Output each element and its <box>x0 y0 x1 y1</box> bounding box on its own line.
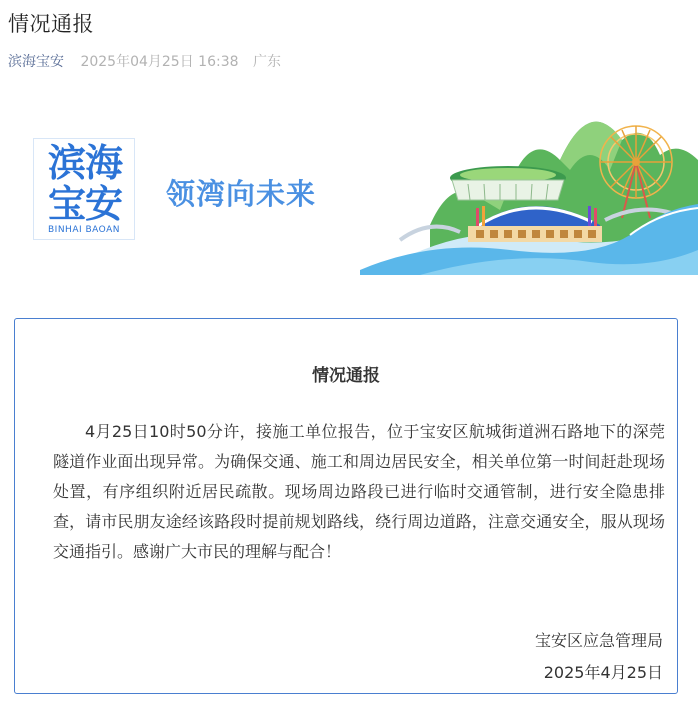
banner-image <box>0 100 698 290</box>
account-name-link[interactable]: 滨海宝安 <box>8 54 64 70</box>
publish-time: 2025年04月25日 16:38 <box>80 54 239 70</box>
notice-box <box>14 318 678 694</box>
stadium-illustration <box>360 100 698 275</box>
notice-signature: 宝安区应急管理局 <box>534 631 663 650</box>
article-meta <box>8 52 281 72</box>
logo <box>33 138 135 240</box>
notice-date: 2025年4月25日 <box>543 663 663 682</box>
notice-body: 4月25日10时50分许，接施工单位报告，位于宝安区航城街道洲石路地下的深莞隧道作业面出现异常。为确保交通、施工和周边居民安全，相关单位第一时间赶赴现场处置，有序组织附近居民疏散。现场周边路段已进行临时交通管制，进行安全隐患排查，请市民朋友途经该路段时提前规划路线，绕行周边道路，注意交通安全，服从现场交通指引。感谢广大市民的理解与配合！ <box>53 422 665 561</box>
banner-slogan: 领湾向未来 <box>166 177 317 211</box>
arena-windows <box>476 230 596 238</box>
notice-heading: 情况通报 <box>312 366 380 386</box>
logo-line-1: 滨海 <box>47 141 122 185</box>
article-title: 情况通报 <box>8 12 94 36</box>
ferris-hub <box>632 158 640 166</box>
logo-line-2: 宝安 <box>47 182 122 226</box>
logo-subtitle: BINHAI BAOAN <box>48 225 120 235</box>
notice-signature-block <box>535 625 663 689</box>
publish-region: 广东 <box>252 54 281 70</box>
logo-text <box>39 143 131 225</box>
